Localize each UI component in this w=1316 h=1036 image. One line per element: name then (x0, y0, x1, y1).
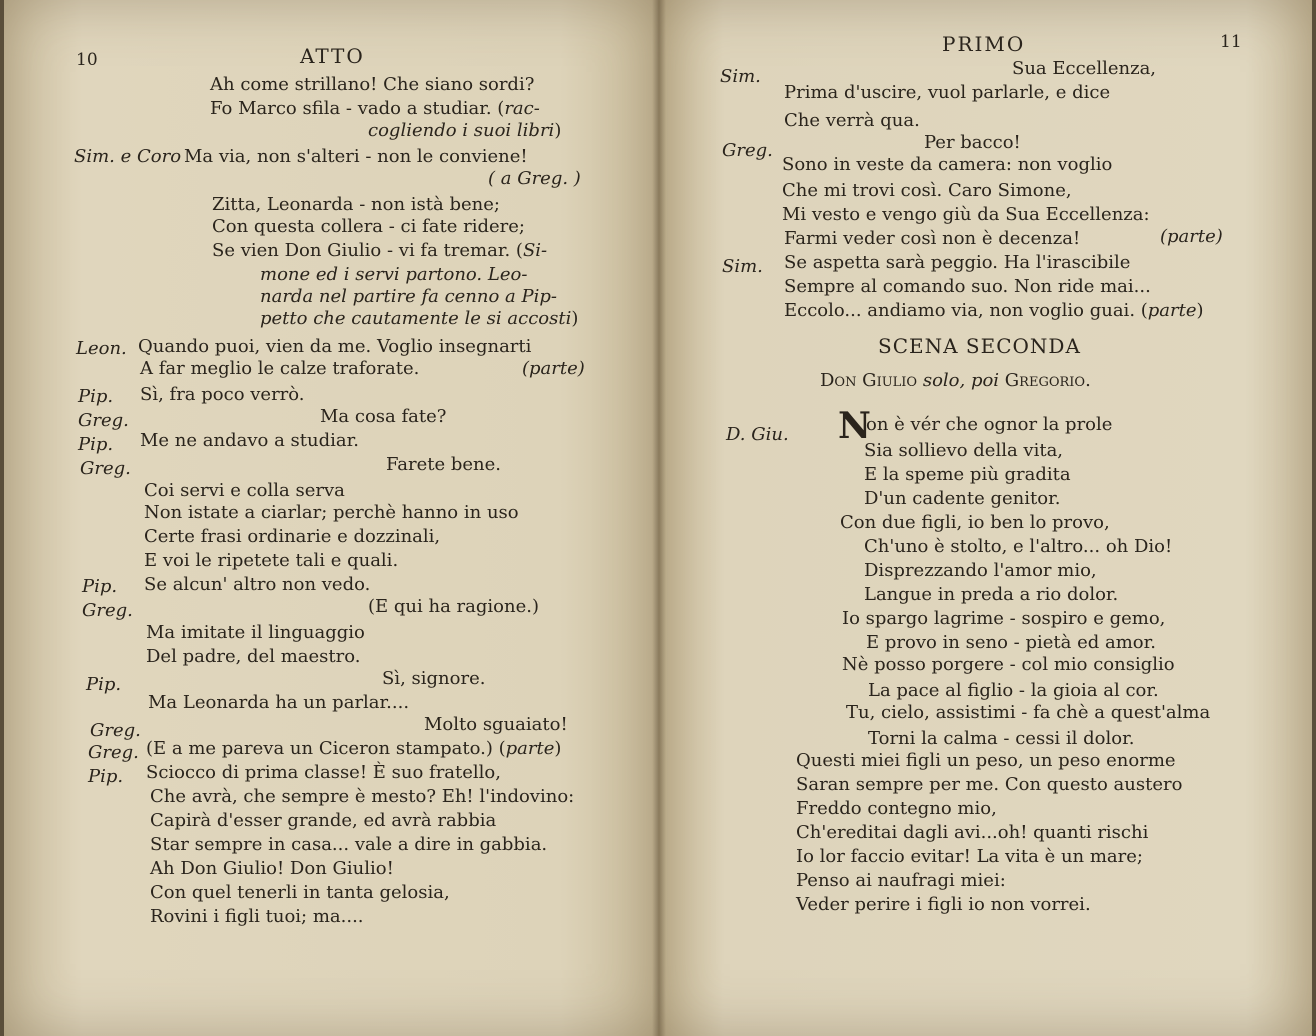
text-line: Capirà d'esser grande, ed avrà rabbia (150, 810, 497, 831)
speaker-label: Pip. (86, 674, 122, 695)
verse-line: Disprezzando l'amor mio, (864, 560, 1097, 581)
text-line: Quando puoi, vien da me. Voglio insegnarti (138, 336, 532, 357)
verse-line: Io spargo lagrime - sospiro e gemo, (842, 608, 1166, 629)
text-line: (E qui ha ragione.) (368, 596, 539, 617)
text-line: Che mi trovi così. Caro Simone, (782, 180, 1072, 201)
book-gutter (652, 0, 666, 1036)
text-line: Sempre al comando suo. Non ride mai... (784, 276, 1151, 297)
text-line: Rovini i figli tuoi; ma.... (150, 906, 364, 927)
running-header: PRIMO (942, 32, 1026, 56)
text-line: Sua Eccellenza, (1012, 58, 1157, 79)
text-line: Star sempre in casa... vale a dire in gabbia. (150, 834, 548, 855)
speaker-label: Greg. (90, 720, 141, 741)
speaker-label: Pip. (78, 386, 114, 407)
verse-line: Torni la calma - cessi il dolor. (868, 728, 1135, 749)
text-line: Sì, signore. (382, 668, 486, 689)
text-line: Ch'ereditai dagli avi...oh! quanti rischi (796, 822, 1149, 843)
speaker-label: Greg. (80, 458, 131, 479)
text-line: Con questa collera - ci fate ridere; (212, 216, 525, 237)
text-line: Coi servi e colla serva (144, 480, 345, 501)
verse-line: D'un cadente genitor. (864, 488, 1061, 509)
text-line: Veder perire i figli io non vorrei. (796, 894, 1091, 915)
scene-title: SCENA SECONDA (878, 334, 1081, 358)
text-line: Eccolo... andiamo via, non voglio guai. (parte) (784, 300, 1204, 321)
text-line: Zitta, Leonarda - non istà bene; (212, 194, 500, 215)
text-line: Che avrà, che sempre è mesto? Eh! l'indovino: (150, 786, 575, 807)
verse-line: Langue in preda a rio dolor. (864, 584, 1119, 605)
text-line: E voi le ripetete tali e quali. (144, 550, 399, 571)
stage-direction: ( a Greg. ) (488, 168, 581, 189)
text-line: Farmi veder così non è decenza! (784, 228, 1081, 249)
verse-line: Nè posso porgere - col mio consiglio (842, 654, 1175, 675)
verse-line: E provo in seno - pietà ed amor. (866, 632, 1156, 653)
text-line: Se vien Don Giulio - vi fa tremar. (Si- (212, 240, 548, 261)
text-line: Non istate a ciarlar; perchè hanno in uso (144, 502, 519, 523)
stage-direction: narda nel partire fa cenno a Pip- (260, 286, 557, 307)
verse-line: Ch'uno è stolto, e l'altro... oh Dio! (864, 536, 1173, 557)
speaker-label: Pip. (82, 576, 118, 597)
text-line: Questi miei figli un peso, un peso enorme (796, 750, 1176, 771)
stage-direction: mone ed i servi partono. Leo- (260, 264, 528, 285)
verse-line: Con due figli, io ben lo provo, (840, 512, 1110, 533)
speaker-label: D. Giu. (726, 424, 789, 445)
text-line: Farete bene. (386, 454, 502, 475)
speaker-label: Sim. (722, 256, 763, 277)
text-line: Del padre, del maestro. (146, 646, 361, 667)
speaker-label: Greg. (78, 410, 129, 431)
text-line: (E a me pareva un Ciceron stampato.) (parte) (146, 738, 562, 759)
text-line: Ma via, non s'alteri - non le conviene! (184, 146, 528, 167)
verse-line: Tu, cielo, assistimi - fa chè a quest'alma (846, 702, 1211, 723)
text-line: Certe frasi ordinarie e dozzinali, (144, 526, 441, 547)
speaker-label: Pip. (78, 434, 114, 455)
text-line: A far meglio le calze traforate. (140, 358, 420, 379)
text-line: Con quel tenerli in tanta gelosia, (150, 882, 450, 903)
text-line: Penso ai naufragi miei: (796, 870, 1006, 891)
text-line: Io lor faccio evitar! La vita è un mare; (796, 846, 1143, 867)
stage-direction: cogliendo i suoi libri) (368, 120, 562, 141)
text-line: Prima d'uscire, vuol parlarle, e dice (784, 82, 1111, 103)
text-line: Che verrà qua. (784, 110, 920, 131)
text-line: Ah Don Giulio! Don Giulio! (150, 858, 394, 879)
text-line: Se aspetta sarà peggio. Ha l'irascibile (784, 252, 1131, 273)
speaker-label: Greg. (88, 742, 139, 763)
text-line: Se alcun' altro non vedo. (144, 574, 371, 595)
running-header: ATTO (300, 44, 365, 68)
text-line: Sciocco di prima classe! È suo fratello, (146, 762, 501, 783)
text-line: Ma cosa fate? (320, 406, 447, 427)
text-line: Me ne andavo a studiar. (140, 430, 359, 451)
drop-cap: N (838, 405, 871, 447)
text-line: Mi vesto e vengo giù da Sua Eccellenza: (782, 204, 1150, 225)
verse-line: Sia sollievo della vita, (864, 440, 1064, 461)
stage-direction: (parte) (522, 358, 585, 379)
page-number: 11 (1220, 32, 1242, 52)
verse-line: La pace al figlio - la gioia al cor. (868, 680, 1159, 701)
page-number: 10 (76, 50, 98, 70)
speaker-label: Leon. (76, 338, 127, 359)
text-line: Saran sempre per me. Con questo austero (796, 774, 1183, 795)
speaker-label: Greg. (722, 140, 773, 161)
verse-line: on è vér che ognor la prole (866, 414, 1113, 435)
text-line: Sì, fra poco verrò. (140, 384, 305, 405)
text-line: Per bacco! (924, 132, 1021, 153)
stage-direction: petto che cautamente le si accosti) (260, 308, 579, 329)
speaker-label: Pip. (88, 766, 124, 787)
scene-subtitle: Don Giulio solo, poi Gregorio. (820, 370, 1091, 391)
text-line: Sono in veste da camera: non voglio (782, 154, 1113, 175)
text-line: Ma imitate il linguaggio (146, 622, 365, 643)
verse-line: E la speme più gradita (864, 464, 1071, 485)
text-line: Fo Marco sfila - vado a studiar. (rac- (210, 98, 540, 119)
speaker-label: Greg. (82, 600, 133, 621)
speaker-label: Sim. e Coro (74, 146, 182, 167)
speaker-label: Sim. (720, 66, 761, 87)
text-line: Freddo contegno mio, (796, 798, 997, 819)
text-line: Ma Leonarda ha un parlar.... (148, 692, 410, 713)
stage-direction: (parte) (1160, 226, 1223, 247)
text-line: Molto sguaiato! (424, 714, 568, 735)
text-line: Ah come strillano! Che siano sordi? (210, 74, 535, 95)
